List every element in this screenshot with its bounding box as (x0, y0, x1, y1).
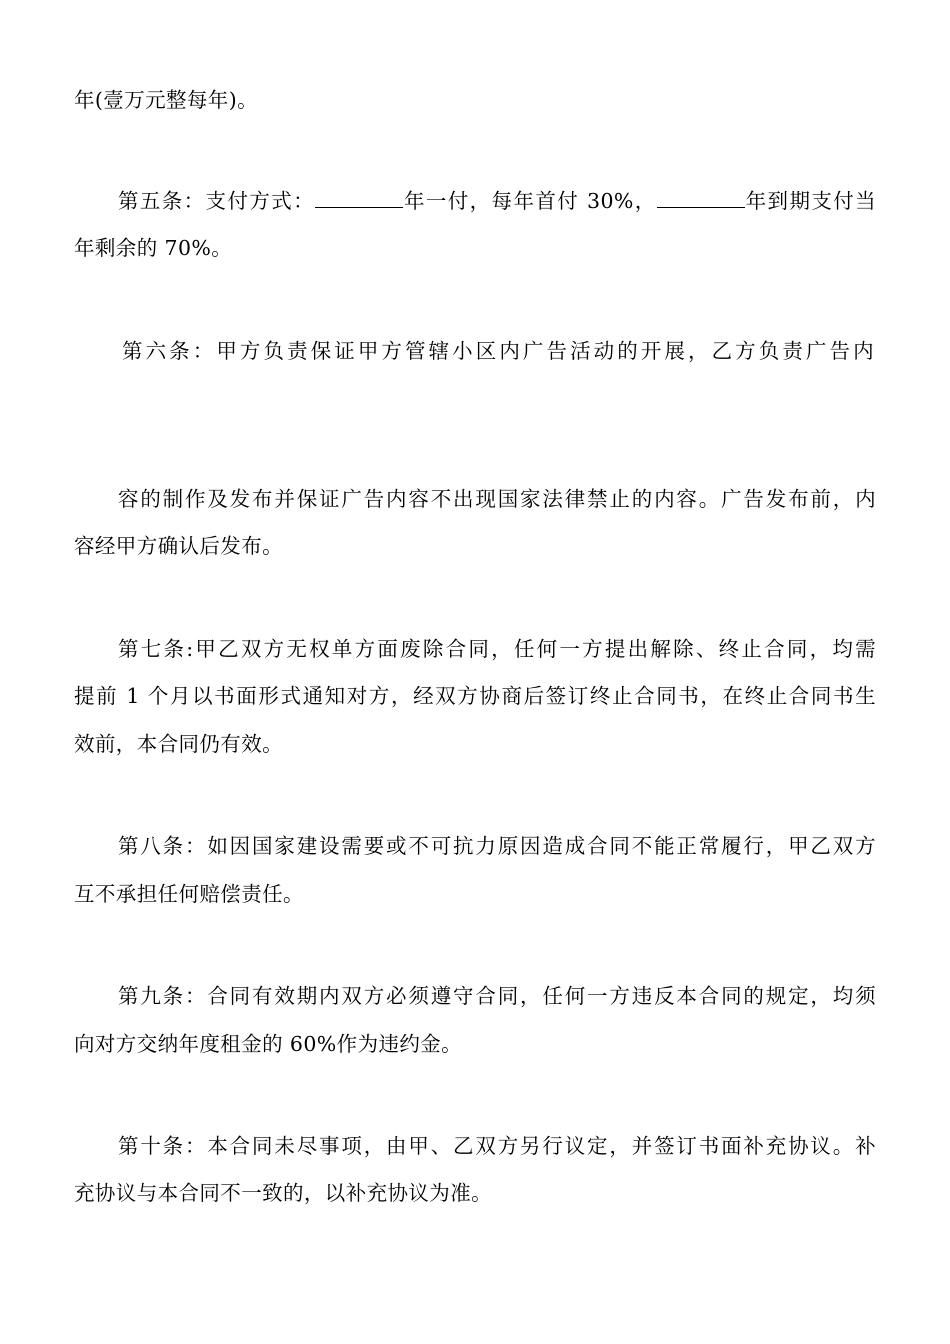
article-5-line-2: 年剩余的 70%。 (74, 236, 233, 260)
article-7-line-2: 提前 1 个月以书面形式通知对方，经双方协商后签订终止合同书，在终止合同书生 (74, 684, 876, 708)
payment-interval-blank (315, 189, 403, 208)
payment-year-blank (657, 189, 745, 208)
article-5-prefix: 第五条：支付方式： (118, 189, 316, 213)
article-9-line-1: 第九条：合同有效期内双方必须遵守合同，任何一方违反本合同的规定，均须 (118, 984, 876, 1008)
article-8-line-1: 第八条：如因国家建设需要或不可抗力原因造成合同不能正常履行，甲乙双方 (118, 834, 876, 858)
article-5-line-1 (118, 189, 876, 213)
article-6-line-3: 容经甲方确认后发布。 (74, 534, 283, 558)
article-6-line-1: 第六条：甲方负责保证甲方管辖小区内广告活动的开展，乙方负责广告内 (122, 339, 874, 363)
intro-tail-line: 年(壹万元整每年)。 (74, 88, 258, 112)
article-7-line-1: 第七条:甲乙双方无权单方面废除合同，任何一方提出解除、终止合同，均需 (118, 637, 876, 661)
article-9-line-2: 向对方交纳年度租金的 60%作为违约金。 (74, 1032, 463, 1056)
article-5-mid1: 年一付，每年首付 30%， (403, 189, 657, 213)
article-7-line-3: 效前，本合同仍有效。 (74, 732, 283, 756)
article-10-line-2: 充协议与本合同不一致的，以补充协议为准。 (74, 1181, 492, 1205)
article-5-mid2: 年到期支付当 (744, 189, 877, 213)
article-10-line-1: 第十条：本合同未尽事项，由甲、乙双方另行议定，并签订书面补充协议。补 (118, 1134, 876, 1158)
article-6-line-2: 容的制作及发布并保证广告内容不出现国家法律禁止的内容。广告发布前，内 (118, 487, 876, 511)
article-8-line-2: 互不承担任何赔偿责任。 (74, 882, 304, 906)
